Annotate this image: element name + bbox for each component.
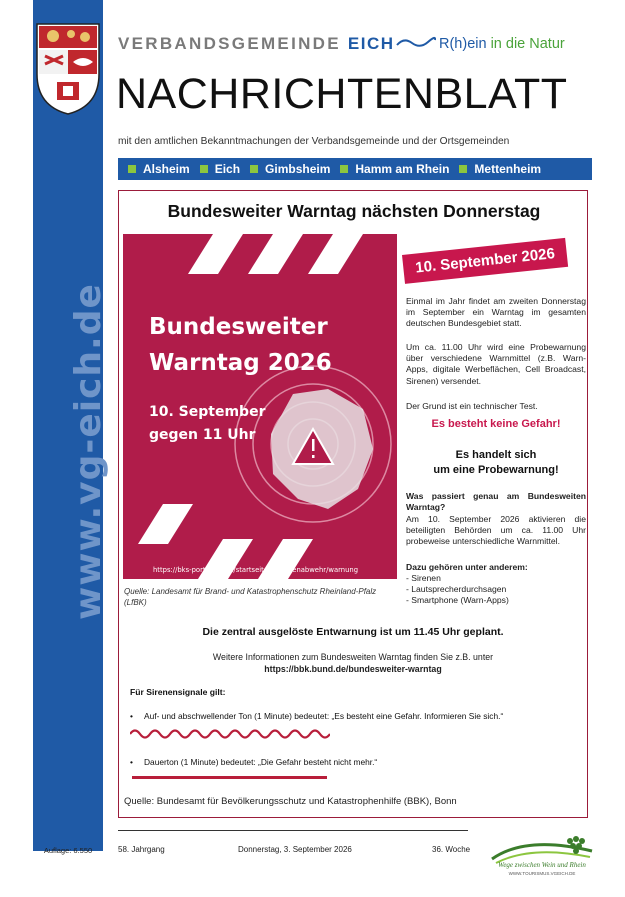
- continuous-tone-icon: [132, 776, 327, 779]
- warntag-poster: [123, 234, 397, 579]
- place-item: Hamm am Rhein: [340, 162, 449, 176]
- website-url-vertical: www.vg-eich.de: [68, 283, 109, 620]
- paragraph-2: Um ca. 11.00 Uhr wird eine Probewarnung über verschiedene Warnmittel (z.B. Warn-Apps, digitale Werbeflächen, Cell Broadcast, Sirenen) versendet.: [406, 342, 586, 386]
- print-run-label: Auflage: 6.550: [43, 846, 93, 855]
- probe-line-2: um eine Probewarnung!: [433, 464, 559, 476]
- bullet-icon: •: [130, 711, 133, 721]
- siren-heading: Für Sirenensignale gilt:: [130, 687, 226, 697]
- footer-week: 36. Woche: [432, 845, 471, 854]
- wave-icon: [396, 36, 436, 50]
- poster-line-4: gegen 11 Uhr: [149, 427, 256, 443]
- footer-divider: [118, 830, 468, 831]
- entwarnung-notice: Die zentral ausgelöste Entwarnung ist um 11.45 Uhr geplant.: [202, 626, 504, 638]
- masthead-org: [118, 34, 395, 54]
- poster-url: https://bks-portal.rlp.de/startseite/gefahrenabwehr/warnung: [153, 566, 359, 574]
- siren-signal-2: [130, 757, 377, 767]
- list-item: - Lautsprecherdurchsagen: [406, 584, 507, 594]
- newspaper-title: NACHRICHTENBLATT: [116, 70, 568, 118]
- list-heading: Dazu gehören unter anderem:: [406, 562, 528, 572]
- paragraph-3: Der Grund ist ein technischer Test.: [406, 401, 538, 411]
- coat-of-arms-logo: [33, 20, 103, 116]
- footer-date: Donnerstag, 3. September 2026: [238, 845, 352, 854]
- place-item: Alsheim: [128, 162, 190, 176]
- green-square-icon: [128, 165, 136, 173]
- probe-notice: [406, 448, 586, 478]
- date-banner: 10. September 2026: [402, 238, 568, 284]
- paragraph-1: Einmal im Jahr findet am zweiten Donnerstag im September ein Warntag im gesamten deutschen Bundesgebiet statt.: [406, 296, 586, 329]
- masthead-org-prefix: VERBANDSGEMEINDE: [118, 34, 341, 53]
- green-square-icon: [340, 165, 348, 173]
- list-item: - Sirenen: [406, 573, 441, 583]
- probe-line-1: Es handelt sich: [455, 449, 537, 461]
- newspaper-subtitle: mit den amtlichen Bekanntmachungen der Verbandsgemeinde und der Ortsgemeinden: [118, 136, 510, 147]
- place-item: Mettenheim: [459, 162, 541, 176]
- siren-signal-1: [130, 711, 503, 721]
- poster-line-2: Warntag 2026: [149, 350, 332, 376]
- poster-line-3: 10. September: [149, 404, 266, 420]
- no-danger-notice: Es besteht keine Gefahr!: [431, 418, 561, 430]
- article-source: Quelle: Bundesamt für Bevölkerungsschutz und Katastrophenhilfe (BBK), Bonn: [124, 796, 457, 807]
- tagline-part-b: in die Natur: [486, 36, 565, 52]
- bullet-icon: •: [130, 757, 133, 767]
- masthead-tagline: [439, 36, 565, 52]
- places-bar: [118, 158, 592, 180]
- tourism-logo-text: Wege zwischen Wein und Rhein: [498, 861, 586, 869]
- question-heading: Was passiert genau am Bundesweiten Warntag?: [406, 491, 586, 513]
- siren-signal-1-text: Auf- und abschwellender Ton (1 Minute) bedeutet: „Es besteht eine Gefahr. Informieren Sie sich.“: [144, 711, 504, 721]
- place-item: Gimbsheim: [250, 162, 330, 176]
- poster-caption: Quelle: Landesamt für Brand- und Katastrophenschutz Rheinland-Pfalz (LfBK): [124, 587, 377, 607]
- more-info-link[interactable]: https://bbk.bund.de/bundesweiter-warntag: [264, 664, 442, 674]
- footer-jahrgang: 58. Jahrgang: [118, 845, 165, 854]
- more-info-text: Weitere Informationen zum Bundesweiten Warntag finden Sie z.B. unter: [212, 652, 494, 662]
- poster-line-1: Bundesweiter: [149, 314, 328, 340]
- green-square-icon: [250, 165, 258, 173]
- list-item: - Smartphone (Warn-Apps): [406, 595, 509, 605]
- tourism-logo-url: WWW.TOURISMUS.VGEICH.DE: [508, 871, 576, 876]
- more-info: [118, 651, 588, 675]
- rising-falling-tone-icon: [130, 727, 330, 741]
- green-square-icon: [459, 165, 467, 173]
- green-square-icon: [200, 165, 208, 173]
- tagline-part-a: R(h)ein: [439, 36, 487, 52]
- siren-signal-2-text: Dauerton (1 Minute) bedeutet: „Die Gefahr besteht nicht mehr.“: [144, 757, 378, 767]
- article-headline: Bundesweiter Warntag nächsten Donnerstag: [167, 201, 541, 221]
- place-item: Eich: [200, 162, 240, 176]
- masthead-org-name: EICH: [347, 34, 395, 53]
- question-answer: Am 10. September 2026 aktivieren die beteiligten Behörden um ca. 11.00 Uhr probeweise unterschiedliche Warnmittel.: [406, 514, 586, 547]
